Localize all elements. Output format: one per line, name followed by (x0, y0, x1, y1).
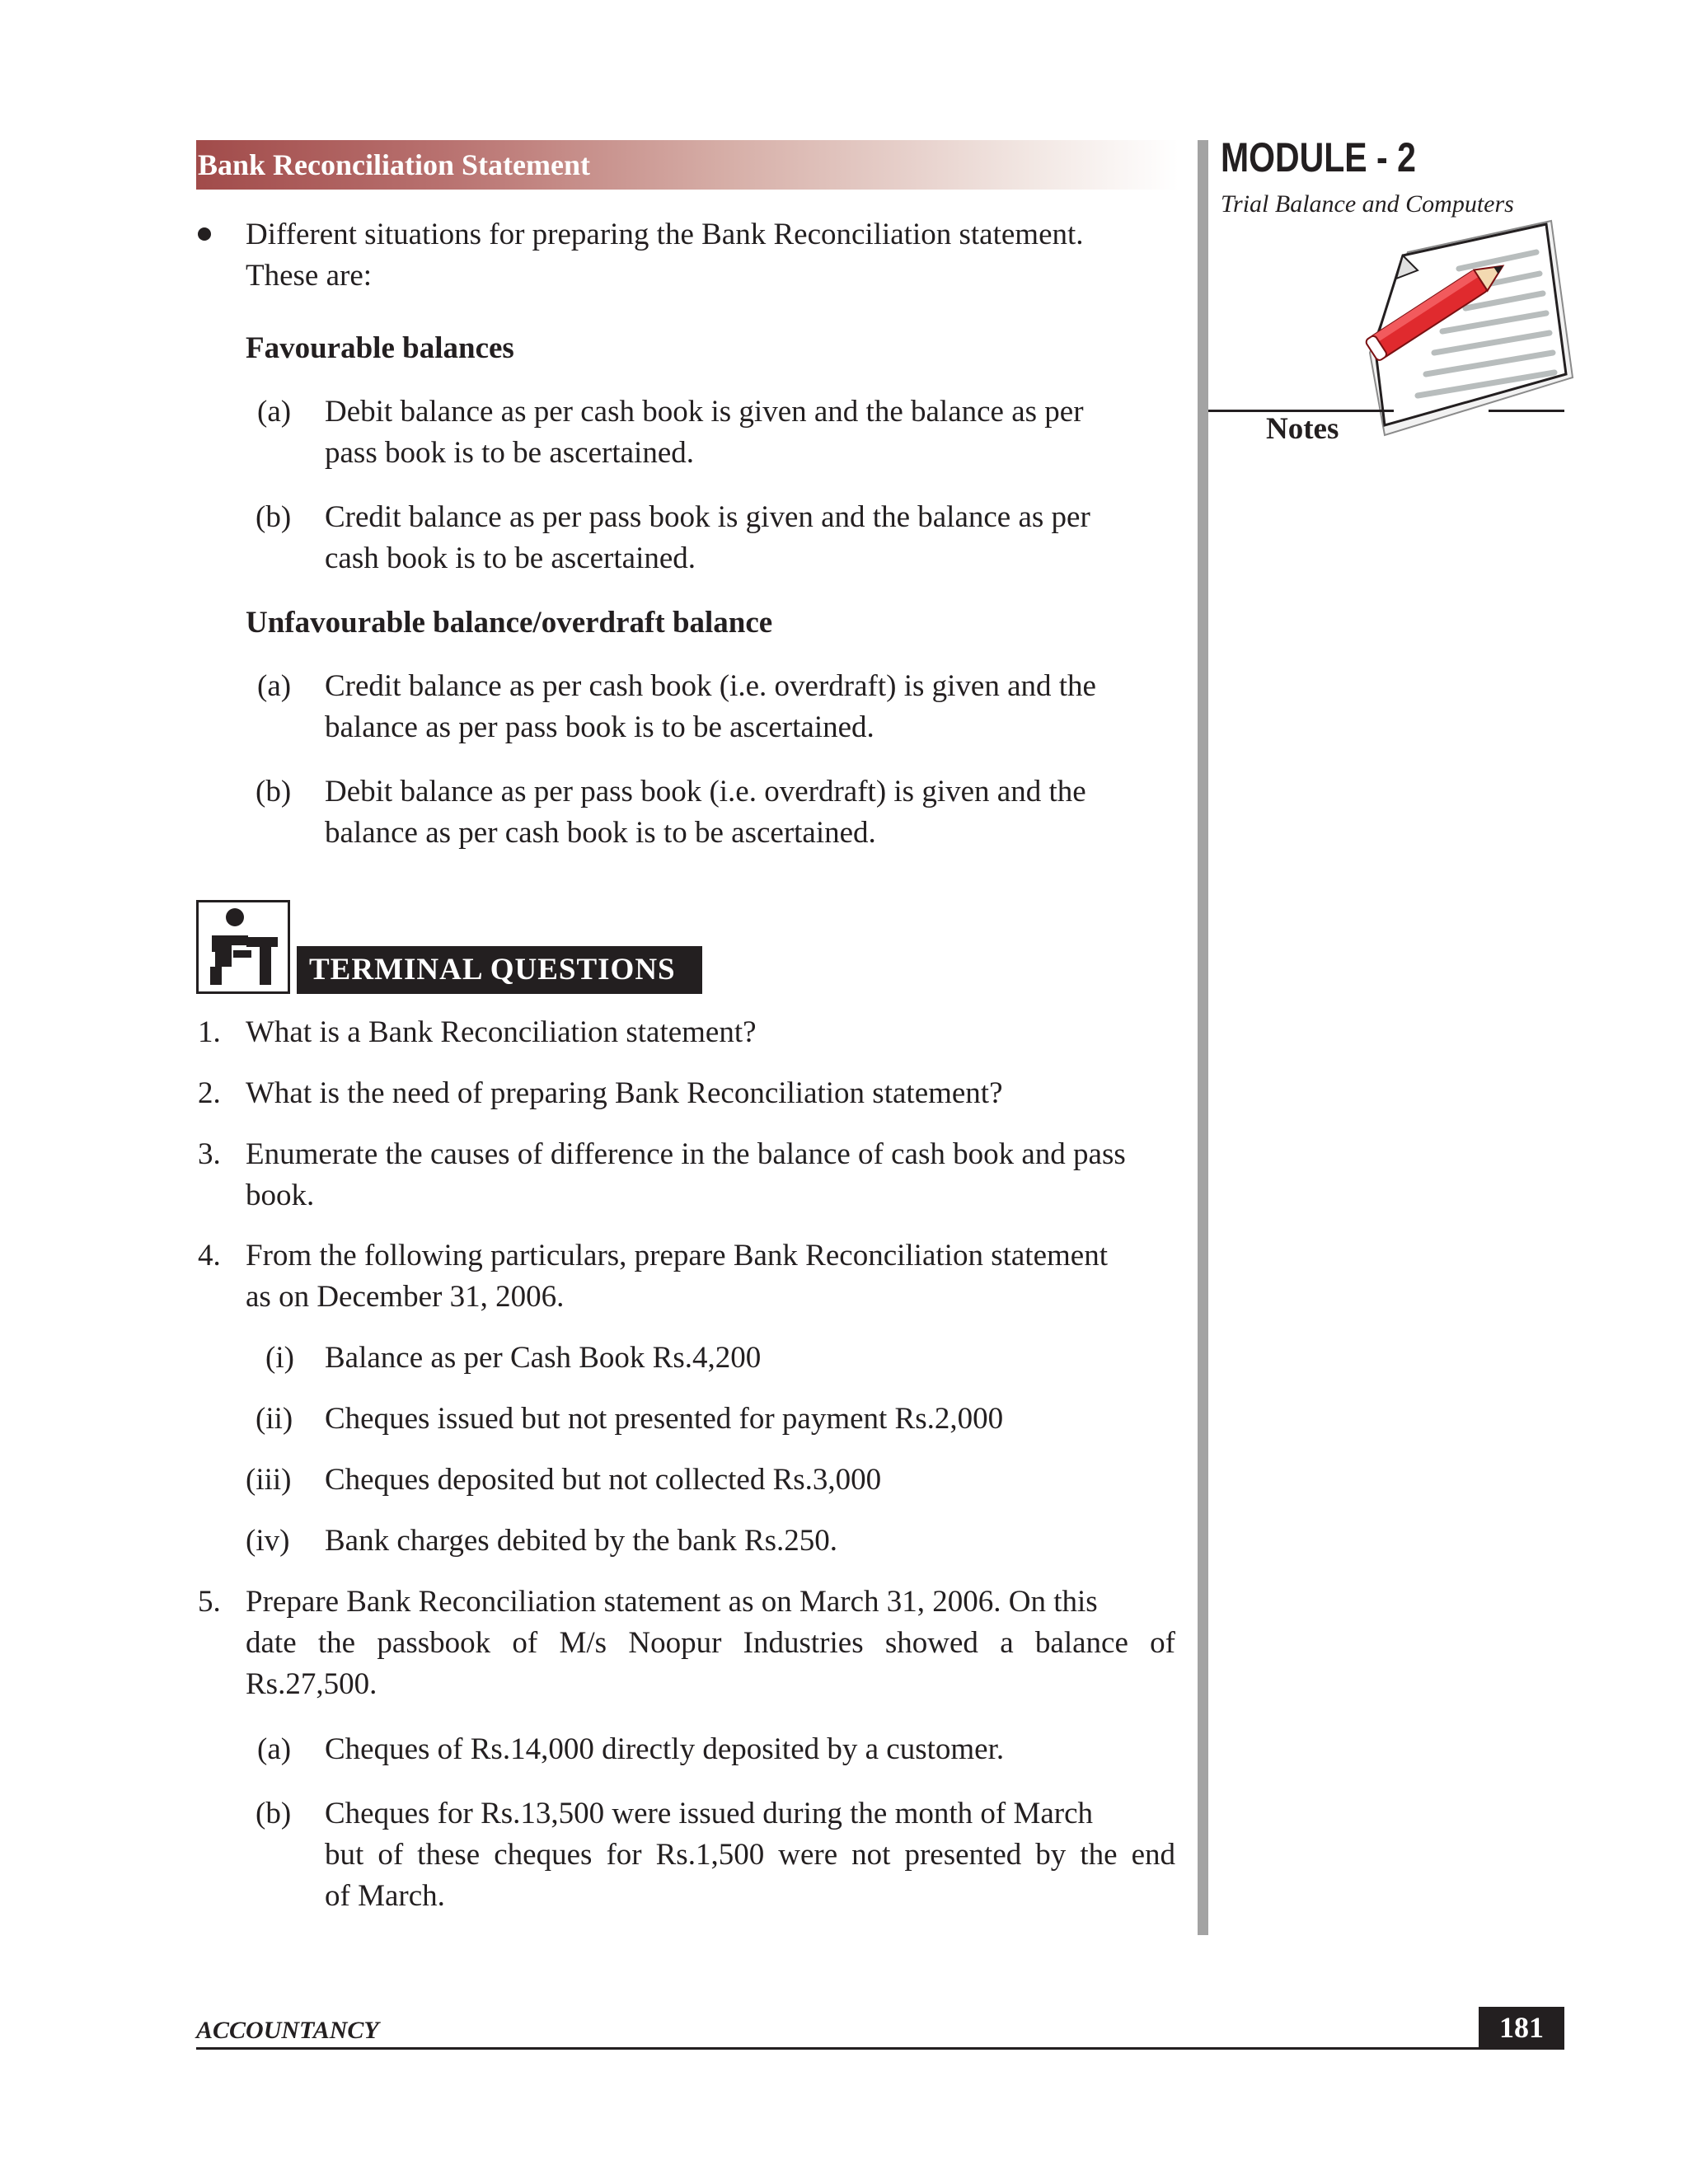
page-number: 181 (1499, 2011, 1544, 2044)
item-label: (ii) (256, 1402, 293, 1436)
margin-divider (1198, 140, 1208, 1935)
question-text: What is the need of preparing Bank Reconciliation statement? (246, 1076, 1003, 1110)
terminal-questions-title: TERMINAL QUESTIONS (309, 953, 676, 987)
item-line: Credit balance as per pass book is given and the balance as per (325, 500, 1090, 534)
item-label: (a) (257, 1732, 292, 1766)
question-text: From the following particulars, prepare Bank Reconciliation statement (246, 1239, 1108, 1272)
student-at-desk-icon (196, 900, 290, 994)
notepad-pencil-icon (1360, 213, 1574, 452)
question-number: 5. (198, 1585, 221, 1619)
item-line: Cheques for Rs.13,500 were issued during the month of March (325, 1797, 1094, 1830)
item-label: (iii) (246, 1463, 292, 1497)
question-text: What is a Bank Reconciliation statement? (246, 1015, 757, 1049)
intro-line-2: These are: (246, 259, 373, 293)
item-line: cash book is to be ascertained. (325, 541, 696, 575)
question-text: Prepare Bank Reconciliation statement as on March 31, 2006. On this (246, 1585, 1098, 1619)
module-title: MODULE - 2 (1221, 134, 1416, 180)
item-line: Cheques of Rs.14,000 directly deposited by a customer. (325, 1732, 1005, 1766)
intro-line-1: Different situations for preparing the Bank Reconciliation statement. (246, 218, 1084, 251)
question-text: date the passbook of M/s Noopur Industries showed a balance of (246, 1626, 1175, 1660)
item-label: (a) (257, 395, 292, 429)
item-line: of March. (325, 1879, 445, 1913)
question-number: 1. (198, 1015, 221, 1049)
footer-rule (196, 2047, 1564, 2050)
item-label: (b) (256, 775, 292, 808)
question-number: 4. (198, 1239, 221, 1272)
question-text: Rs.27,500. (246, 1667, 377, 1701)
question-text: book. (246, 1179, 315, 1212)
item-line: Debit balance as per cash book is given and the balance as per (325, 395, 1084, 429)
item-label: (b) (256, 1797, 292, 1830)
question-text: Enumerate the causes of difference in the balance of cash book and pass (246, 1137, 1126, 1171)
notes-rule-right (1489, 410, 1564, 412)
item-line: balance as per pass book is to be ascertained. (325, 710, 874, 744)
item-line: balance as per cash book is to be ascertained. (325, 816, 876, 850)
unfavourable-heading: Unfavourable balance/overdraft balance (246, 606, 773, 640)
item-label: (iv) (246, 1524, 290, 1558)
question-number: 2. (198, 1076, 221, 1110)
footer-subject: ACCOUNTANCY (196, 2017, 379, 2044)
item-line: Bank charges debited by the bank Rs.250. (325, 1524, 838, 1558)
item-label: (a) (257, 669, 292, 703)
item-label: (b) (256, 500, 292, 534)
bullet-point (198, 227, 211, 241)
question-text: as on December 31, 2006. (246, 1280, 565, 1314)
item-line: pass book is to be ascertained. (325, 436, 694, 470)
notes-label: Notes (1266, 412, 1339, 446)
item-line: Cheques issued but not presented for payment Rs.2,000 (325, 1402, 1004, 1436)
item-line: Balance as per Cash Book Rs.4,200 (325, 1341, 762, 1375)
favourable-heading: Favourable balances (246, 331, 514, 365)
question-number: 3. (198, 1137, 221, 1171)
item-line: Credit balance as per cash book (i.e. overdraft) is given and the (325, 669, 1096, 703)
item-line: Debit balance as per pass book (i.e. overdraft) is given and the (325, 775, 1086, 808)
item-line: Cheques deposited but not collected Rs.3,000 (325, 1463, 882, 1497)
module-subtitle: Trial Balance and Computers (1221, 190, 1514, 218)
chapter-title: Bank Reconciliation Statement (198, 148, 590, 181)
item-line: but of these cheques for Rs.1,500 were not presented by the end (325, 1838, 1175, 1872)
item-label: (i) (265, 1341, 294, 1375)
